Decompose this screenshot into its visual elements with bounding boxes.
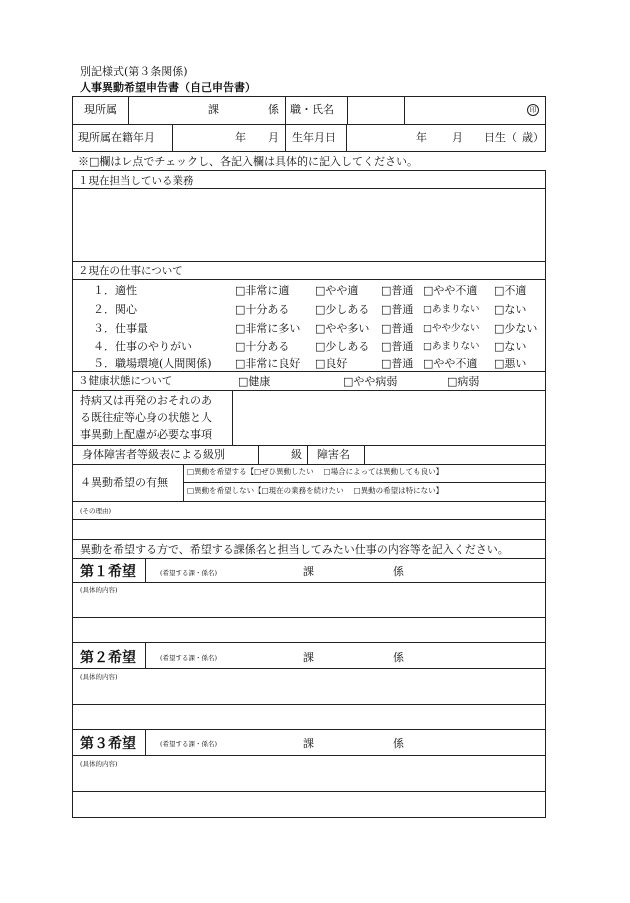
- dob-label: 生年月日: [292, 131, 336, 144]
- sec2-row-label: １．適性: [93, 284, 137, 297]
- age: 歳）: [522, 131, 544, 144]
- choice-detail-label: (具体的内容): [80, 760, 118, 768]
- choice-sub-label: (希望する課・係名): [160, 654, 218, 662]
- grade-suffix: 級: [291, 448, 302, 461]
- choice-kakari: 係: [393, 737, 404, 750]
- position-name-label: 職・氏名: [290, 103, 334, 116]
- choices-instructions: 異動を希望する方で、希望する課係名と担当してみたい仕事の内容等を記入ください。: [80, 543, 509, 556]
- choice-sub-label: (希望する課・係名): [160, 569, 218, 577]
- sec1-title: １現在担当している業務: [78, 175, 194, 187]
- choice-detail-field[interactable]: [74, 670, 544, 727]
- choice-detail-field[interactable]: [74, 584, 544, 640]
- choice-label: 第２希望: [80, 650, 136, 666]
- option-checkbox[interactable]: □やや不適: [423, 357, 478, 370]
- option-checkbox[interactable]: □ない: [494, 340, 527, 353]
- choice-ka: 課: [303, 737, 314, 750]
- option-checkbox[interactable]: □不適: [494, 284, 527, 297]
- option-checkbox[interactable]: □ない: [494, 303, 527, 316]
- option-checkbox[interactable]: □普通: [381, 322, 414, 335]
- option-checkbox[interactable]: □良好: [315, 357, 348, 370]
- form-title: 人事異動希望申告書（自己申告書）: [80, 81, 256, 94]
- form-reference: 別記様式(第３条関係): [80, 65, 188, 78]
- dept-ka: 課: [208, 103, 219, 116]
- seal-mark: 印: [527, 104, 539, 116]
- current-dept-label: 現所属: [84, 103, 117, 116]
- choice-detail-label: (具体的内容): [80, 586, 118, 594]
- option-checkbox[interactable]: □少しある: [315, 303, 370, 316]
- option-checkbox[interactable]: □悪い: [494, 357, 527, 370]
- chronic-label-line: 持病又は再発のおそれのあ: [80, 394, 212, 407]
- option-checkbox[interactable]: □少しある: [315, 340, 370, 353]
- sec2-row-label: ３．仕事量: [93, 322, 148, 335]
- choice-sub-label: (希望する課・係名): [160, 740, 218, 748]
- dob-year: 年: [416, 131, 427, 144]
- choice-label: 第３希望: [80, 736, 136, 752]
- tenure-month: 月: [268, 131, 279, 144]
- option-checkbox[interactable]: □やや少ない: [423, 323, 480, 334]
- choice-detail-label: (具体的内容): [80, 673, 118, 681]
- option-checkbox[interactable]: □やや適: [315, 284, 359, 297]
- choice-kakari: 係: [393, 565, 404, 578]
- health-checkbox[interactable]: □やや病弱: [343, 375, 398, 388]
- option-checkbox[interactable]: □やや不適: [423, 284, 478, 297]
- sec2-row-label: ２．関心: [93, 303, 137, 316]
- option-checkbox[interactable]: □普通: [381, 357, 414, 370]
- option-checkbox[interactable]: □非常に良好: [235, 357, 301, 370]
- option-checkbox[interactable]: □非常に多い: [235, 322, 301, 335]
- choice-detail-field[interactable]: [74, 757, 544, 816]
- option-checkbox[interactable]: □非常に適: [235, 284, 290, 297]
- chronic-condition-field[interactable]: [234, 392, 544, 443]
- sec3-title: ３健康状態について: [78, 375, 173, 387]
- disability-name-label: 障害名: [317, 448, 350, 461]
- chronic-label-line: る既往症等心身の状態と人: [80, 411, 212, 424]
- instruction-note: ※□欄はレ点でチェックし、各記入欄は具体的に記入してください。: [78, 155, 419, 168]
- dept-kakari: 係: [268, 103, 279, 116]
- health-checkbox[interactable]: □健康: [238, 375, 271, 388]
- current-duties-field[interactable]: [74, 190, 544, 258]
- disability-grade-label: 身体障害者等級表による級別: [82, 448, 225, 461]
- option-checkbox[interactable]: □少ない: [494, 322, 538, 335]
- chronic-label-line: 事異動上配慮が必要な事項: [80, 428, 212, 441]
- choice-ka: 課: [303, 565, 314, 578]
- choice-label: 第１希望: [80, 564, 136, 580]
- option-checkbox[interactable]: □普通: [381, 284, 414, 297]
- tenure-label: 現所属在籍年月: [78, 131, 155, 144]
- option-checkbox[interactable]: □あまりない: [423, 304, 480, 315]
- option-checkbox[interactable]: □あまりない: [423, 341, 480, 352]
- sec2-row-label: ５．職場環境(人間関係): [93, 357, 212, 370]
- option-checkbox[interactable]: □十分ある: [235, 303, 290, 316]
- option-checkbox[interactable]: □普通: [381, 303, 414, 316]
- option-checkbox[interactable]: □普通: [381, 340, 414, 353]
- choice-kakari: 係: [393, 651, 404, 664]
- choice-ka: 課: [303, 651, 314, 664]
- sec2-title: ２現在の仕事について: [78, 265, 183, 277]
- dob-day: 日生（: [484, 131, 517, 144]
- sec2-row-label: ４．仕事のやりがい: [93, 340, 192, 353]
- reason-field[interactable]: [74, 503, 544, 517]
- transfer-wish-yes[interactable]: □異動を希望する【□ぜひ異動したい □場合によっては異動しても良い】: [187, 467, 444, 476]
- dob-month: 月: [452, 131, 463, 144]
- transfer-wish-no[interactable]: □異動を希望しない【□現在の業務を続けたい □異動の希望は特にない】: [187, 486, 444, 495]
- option-checkbox[interactable]: □やや多い: [315, 322, 370, 335]
- tenure-year: 年: [235, 131, 246, 144]
- option-checkbox[interactable]: □十分ある: [235, 340, 290, 353]
- sec4-title: ４異動希望の有無: [80, 476, 168, 489]
- health-checkbox[interactable]: □病弱: [447, 375, 480, 388]
- reason-label: (その理由): [80, 507, 112, 515]
